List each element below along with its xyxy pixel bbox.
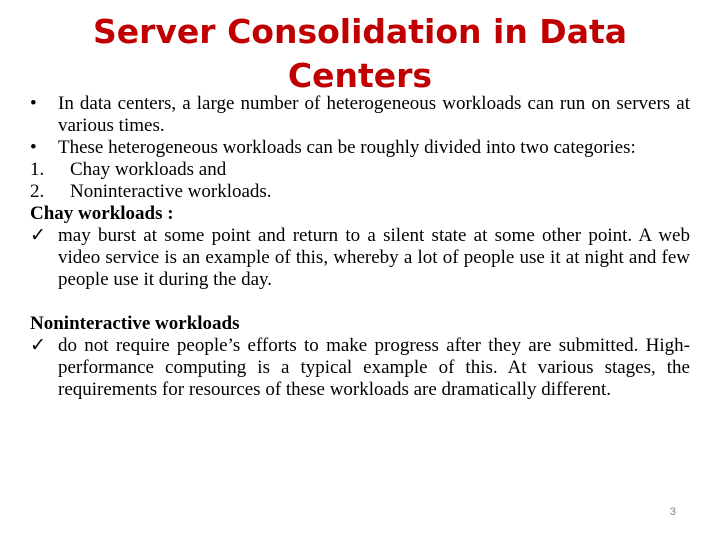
numbered-item [30, 181, 690, 203]
checklist-item [30, 225, 690, 291]
bullet-item [30, 93, 690, 137]
numbered-item [30, 159, 690, 181]
page-number: 3 [669, 506, 676, 518]
slide-content [30, 93, 690, 401]
bullet-text: These heterogeneous workloads can be roughly divided into two categories: [58, 137, 636, 158]
noninteractive-text: do not require people’s efforts to make progress after they are submitted. High-performance computing is a typical example of this. At various stages, the requirements for resources of these workloads are dramatically different. [58, 335, 690, 400]
numbered-text: Chay workloads and [70, 159, 227, 180]
checklist-item [30, 335, 690, 401]
check-icon: ✓ [30, 225, 46, 246]
number-marker: 1. [30, 159, 45, 180]
bullet-marker: • [30, 137, 37, 158]
bullet-marker: • [30, 93, 37, 114]
numbered-text: Noninteractive workloads. [70, 181, 272, 202]
bullet-item [30, 137, 690, 159]
bullet-text: In data centers, a large number of heterogeneous workloads can run on servers at various times. [58, 93, 690, 136]
spacer [30, 291, 690, 313]
slide-title: Server Consolidation in Data Centers [92, 12, 628, 95]
chay-text: may burst at some point and return to a silent state at some other point. A web video service is an example of this, whereby a lot of people use it at night and few people use it during the day. [58, 225, 690, 290]
check-icon: ✓ [30, 335, 46, 356]
number-marker: 2. [30, 181, 45, 202]
noninteractive-heading: Noninteractive workloads [30, 313, 240, 334]
chay-heading: Chay workloads : [30, 203, 174, 224]
